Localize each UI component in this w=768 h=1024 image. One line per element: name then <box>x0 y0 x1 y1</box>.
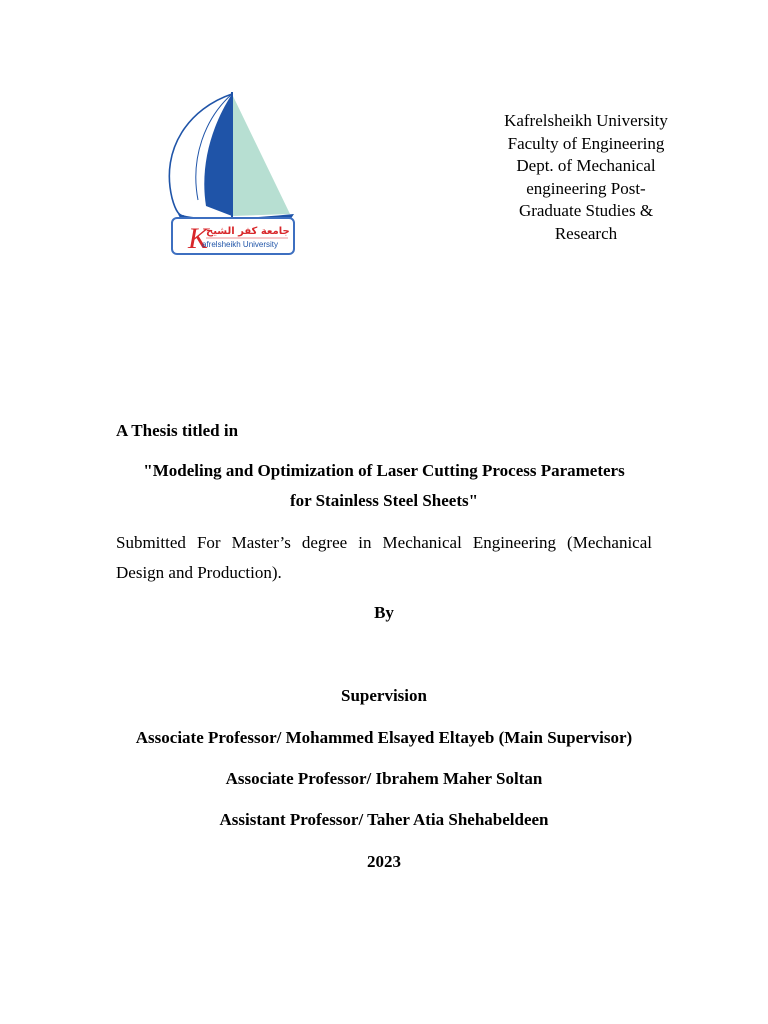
supervisor-item: Assistant Professor/ Taher Atia Shehabeldeen <box>219 810 549 829</box>
thesis-year: 2023 <box>367 852 401 871</box>
supervisor-item: Associate Professor/ Ibrahem Maher Soltan <box>225 769 543 788</box>
supervisor-item: Associate Professor/ Mohammed Elsayed Eltayeb (Main Supervisor) <box>135 728 633 747</box>
thesis-title-line-2: for Stainless Steel Sheets" <box>289 491 479 510</box>
institution-line: Kafrelsheikh University <box>504 111 668 130</box>
by-label: By <box>374 603 394 622</box>
supervision-heading: Supervision <box>341 686 427 705</box>
institution-line: Graduate Studies & <box>518 201 654 220</box>
institution-block <box>480 110 692 245</box>
thesis-intro: A Thesis titled in <box>116 421 239 440</box>
logo-latin-text: afrelsheikh University <box>202 240 279 249</box>
institution-line: Faculty of Engineering <box>507 133 665 153</box>
institution-line: engineering Post- <box>526 178 646 198</box>
institution-line: Research <box>554 223 618 243</box>
institution-line: Dept. of Mechanical <box>516 156 656 175</box>
logo-initial: K <box>188 222 209 255</box>
university-logo <box>150 88 302 260</box>
thesis-title-line-1: "Modeling and Optimization of Laser Cutting Process Parameters <box>143 461 625 480</box>
logo-arabic-text: جامعة كفر الشيخ <box>206 226 290 237</box>
submission-statement: Submitted For Master’s degree in Mechanical Engineering (Mechanical Design and Production). <box>116 533 652 582</box>
